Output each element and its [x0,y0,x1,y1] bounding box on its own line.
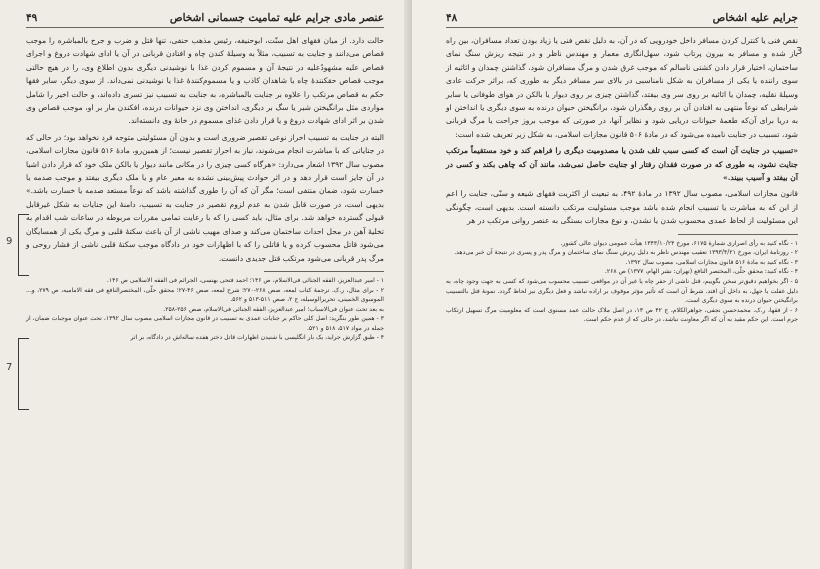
footnote: ۶ - از فقها، ر.ک. محمدحسن نجفی، جواهرالکلام، ج ۴۲ ص ۱۳، در اصل ملاک حالت عمد مستوی است که معلومیت مرگ تسهیل ارتکاب جرم است. این حکم مقید به آن که اگر معاونت نباشد، در حالی که از عدم حکم است. [446,306,798,324]
right-page [412,0,820,569]
page-header [446,12,798,28]
footnote-divider [678,234,798,235]
paragraph: حالت دارد. از میان فقهای اهل سنّت، ابوحنیفه، رئیس مذهب حنفی، تنها قتل و ضرب و جرح بالمباشره را موجب قصاص می‌دانند و جنایت به تسبیب، مثلاً به وسیلهٔ کندن چاه و افتادن قربانی در آن یا ادای شهادت دروغ و اجرای قصاص علیه مشهودٌعلیه در نتیجهٔ آن و مسموم کردن غذا با نوشیدنی دیگری بدون اطلاع وی، را در هیچ حالتی موجب قصاص حقکنندهٔ چاه یا شاهدان کاذب و یا مسموم‌کنندهٔ غذا یا نوشیدنی نمی‌داند. از سوی دیگر، سایر فقها حکم به قصاص مرتکب را علاوه بر جنایت بالمباشره، به جنایت به تسبیب نیز تسری داده‌اند، و حالت اخیر را شامل مواردی مثل برانگیختن شیر یا سگ بر دیگری، انداختن وی نزد حیوانات درنده، افکندن مار بر او، موجب قصاص وی شدن بر اثر ادای شهادت دروغ و یا قرار دادن غذای مسموم در خانهٔ وی دانسته‌اند. [26,36,384,126]
main-text [446,34,798,228]
paragraph: نقص فنی یا کنترل کردن مسافر داخل خودرویی که در آن، به دلیل نقص فنی یا زیاد بودن تعداد مسافران، بین راه باز شده و مسافر به بیرون پرتاب شود، سهل‌انگاری معمار و مهندس ناظر و در نتیجه ریزش سنگ نمای ساختمان، اختیار قرار دادن کشتی ناسالم که موجب غرق شدن و مرگ مسافران شود، گذاشتن چمدان و اثاثیه از سوی راننده یا یکی از مسافران به شکل نامناسبی در بالای سر مسافر دیگر به طوری که، براثر حرکت عادی وسیلهٔ نقلیه، چمدان یا اثاثیه بر روی سر وی بیفتد، گذاشتن چیزی بر روی دیوار یا بالکن در هوای طوفانی یا سایر شرایطی که نوعاً منتهی به افتادن آن بر روی رهگذران شود، برانگیختن حیوان درنده به سوی دیگری یا انداختن او به دریا برای آن‌که طعمهٔ حیوانات دریایی شود و نظایر آنها، در صورتی که موجب بروز جراحت یا مرگ قربانی شود، تسبیب در جنایت نامیده می‌شود که در مادهٔ ۵۰۶ قانون مجازات اسلامی، به شکل زیر تعریف شده است: [446,36,798,139]
margin-bracket [18,214,29,276]
margin-note: 3 [796,46,803,57]
margin-note: 9 [6,236,13,247]
page-header [26,12,384,28]
footnote: ۲ - برای مثال، ر.ک. ترجمهٔ کتاب لمعه، صص ۲۶۸-۲۷۰؛ شرح لمعه، صص ۴۶-۲۷؛ محقق حلّی، المختصرالنافع فی فقه الامامیه، ص ۲۷۹، و... الموسوی الخمینی، تحریرالوسیله، ج ۲، صص ۵۱۱-۵۱۳ و ۵۶۲. [26,286,384,304]
running-title: عنصر مادی جرایم علیه تمامیت جسمانی اشخاص [169,12,384,24]
footnote: ۱ - نگاه کنید به رأی اصراری شمارهٔ ۶۱۷۵، مورخ ۱۳۴۳/۱۰/۲۴ هیأت عمومی دیوان عالی کشور. [560,239,798,247]
main-text [26,34,384,265]
margin-bracket [18,338,29,410]
footnote: ۲ - روزنامهٔ ایران، مورخ ۱۳۹۳/۴/۲۱ تعقیب مهندس ناظر به دلیل ریزش سنگ نمای ساختمان و مرگ پدر و پسری در نتیجهٔ آن خبر می‌دهد. [454,249,798,257]
footnote: ۳ - همین طور بنگرید: اصل کلی حاکم بر جنایات عمدی به تسبیب در قانون مجازات اسلامی مصوب سال ۱۳۹۲، تحت عنوان موجبات ضمان، از جمله در مواد ۵۱۷، ۵۱۸ و ۵۲۱. [26,315,384,332]
running-title: جرایم علیه اشخاص [712,12,798,24]
quoted-article: «تسبیب در جنایت آن است که کسی سبب تلف شدن یا مصدومیت دیگری را فراهم کند و خود مستقیماً مرتکب جنایت نشود، به طوری که در صورت فقدان رفتار او جنایت حاصل نمی‌شد، مانند آن که چاهی بکند و کسی در آن بیفتد و آسیب ببیند.» [446,146,798,183]
footnote: به بعد تحت عنوان فی‌الاسباب؛ امیر عبدالعزیز، الفقه الجنائی فی‌الاسلام، صص ۲۵۶-۲۵۸. [163,305,384,313]
margin-note: 7 [6,362,13,373]
paragraph: قانون مجازات اسلامی، مصوب سال ۱۳۹۲ در مادهٔ ۴۹۲، به تبعیت از اکثریت فقهای شیعه و سنّی، جنایت را اعم از این که به مباشرت یا تسبیب انجام شده باشد موجب مسئولیت مرتکب دانسته است. بدیهی است، چگونگی این مسئولیت از لحاظ عمدی محسوب شدن یا نشدن، و نوع مجازات بستگی به عنصر روانی مرتکب در هر [446,189,799,226]
page-number: ۴۹ [26,12,38,24]
footnote: ۴ - نگاه کنید: محقق حلّی، المختصر النافع (تهران: نشر الهام، ۱۳۷۷) ص ۲۶۸. [604,268,798,276]
footnotes [446,239,798,325]
footnote: ۵ - اگر بخواهیم دقیق‌تر سخن بگوییم، قتل ناشی از حفر چاه یا غیر آن در مواقعی تسبیب محسوب می‌شود که کسی به جهت وجود چاه، به دلیل غفلت یا جهل، به داخل آن افتد. شرط آن است که تأثیر مؤثر موقوف بر اراده نباشد و فعل دیگری نیز لحاظ گردد. نمونهٔ قتل بالتسبیب برانگیختن حیوان درنده به سوی دیگری است. [446,278,798,305]
footnote-divider [264,271,384,272]
footnotes [26,276,384,343]
paragraph: البته در جنایت به تسبیب احراز نوعی تقصیر ضروری است و بدون آن مسئولیتی متوجه فرد نخواهد بود؛ در حالی که در جنایاتی که با مباشرت انجام می‌شوند، نیاز به احراز تقصیر نیست؛ از همین‌رو، مادهٔ ۵۱۶ قانون مجازات اسلامی، مصوب سال ۱۳۹۲ اشعار می‌دارد: «هرگاه کسی چیزی را در مکانی مانند دیوار یا بالکن ملک خود که قرار دادن اشیا در آن جایز است قرار دهد و در اثر حوادث پیش‌بینی نشده به معبر عام و یا ملک دیگری بیفتد و موجب صدمه یا خسارت شود، ضمان منتفی است؛ مگر آن که آن را طوری گذاشته باشد که نوعاً مستعد صدمه یا خسارت باشد.» بدیهی است، در صورت قابل شدن به عدم لزوم تقصیر در جنایت به تسبیب، دامنهٔ این جنایات به شکل غیرقابل قبولی گسترده خواهد شد. برای مثال، باید کسی را که با رعایت تمامی مقررات مربوطه در ساعات شب اقدام به تخلیهٔ آهن در محل احداث ساختمان می‌کند و صدای مهیب ناشی از آن باعث سکتهٔ قلبی و مرگ یکی از همسایگان می‌شود قاتل محسوب کرده و یا قاتلی را که با اظهارات خود در دادگاه موجب سکتهٔ قلبی ناشی از فشار روحی و مرگ پدر قربانی می‌شود مرتکب قتل جدیدی دانست. [26,132,384,263]
footnote: ۴ - طبق گزارش جراید، یک بار انگلیسی با شنیدن اظهارات قاتل دختر هفده ساله‌اش در دادگاه، بر اثر [130,334,384,342]
footnote: ۱ - امیر عبدالعزیز، الفقه الجنائی فی‌الاسلام، ص ۱۴۶؛ احمد فتحی بهنسی، الجرائم فی الفقه الاسلامی ص ۱۴۶. [106,276,384,284]
page-number: ۴۸ [446,12,458,24]
footnote: ۳ - نگاه کنید به مادهٔ ۵۱۶ قانون مجازات اسلامی، مصوب سال ۱۳۹۲. [625,258,798,266]
